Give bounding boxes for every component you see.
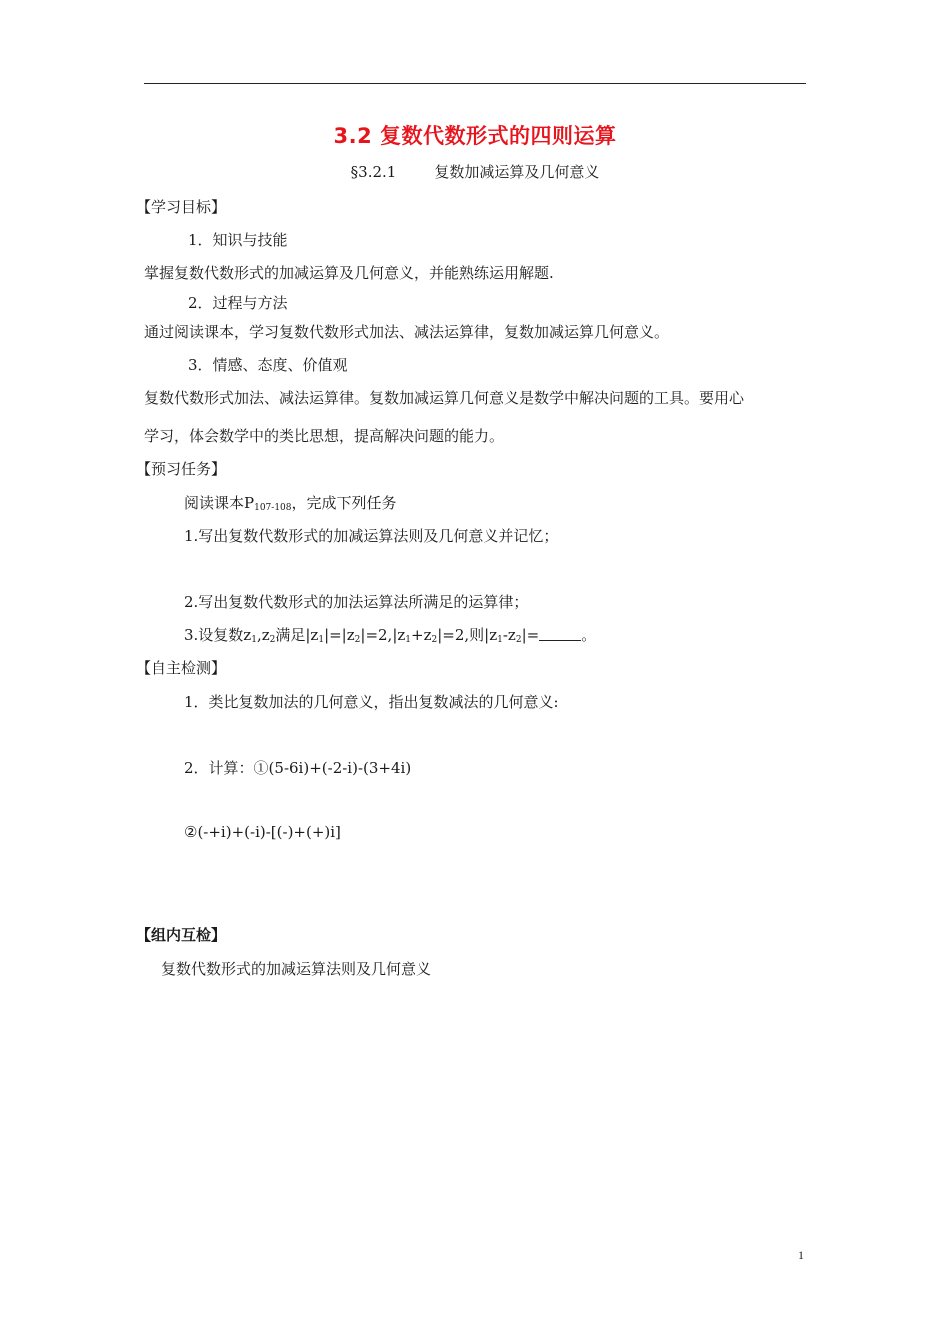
preview-heading: 【预习任务】: [136, 460, 227, 478]
group-check-text: 复数代数形式的加减运算法则及几何意义: [161, 960, 432, 978]
section-subtitle: [0, 161, 950, 182]
goal-2-label: 2．过程与方法: [188, 294, 288, 312]
reading-prefix: 阅读课本P: [184, 494, 255, 512]
reading-pages: 107-108: [254, 503, 292, 513]
page-title: 3.2 复数代数形式的四则运算: [333, 124, 617, 148]
self-check-q1: 1．类比复数加法的几何意义，指出复数减法的几何意义:: [184, 693, 559, 711]
goal-3-text-line1: 复数代数形式加法、减法运算律。复数加减运算几何意义是数学中解决问题的工具。要用心: [144, 389, 745, 407]
answer-blank: [539, 628, 581, 641]
group-check-heading: 【组内互检】: [136, 926, 227, 944]
self-check-q2b: ②(-+i)+(-i)-[(-)+(+)i]: [184, 823, 341, 841]
preview-task-2: 2.写出复数代数形式的加法运算法所满足的运算律；: [184, 593, 529, 611]
goal-2-text: 通过阅读课本，学习复数代数形式加法、减法运算律，复数加减运算几何意义。: [144, 323, 670, 341]
preview-task-3: 3.设复数$z_1,z_2$满足$|z_1|=|z_2|=2,|z_1+z_2|=2$,则$|z_1-z_2|=$ 。: [184, 626, 597, 645]
section-name: 复数加减运算及几何意义: [434, 163, 600, 181]
section-number: §3.2.1: [350, 163, 397, 181]
self-check-q2: 2．计算：①(5-6i)+(-2-i)-(3+4i): [184, 759, 412, 777]
goal-1-label: 1．知识与技能: [188, 231, 288, 249]
preview-task-1: 1.写出复数代数形式的加减运算法则及几何意义并记忆；: [184, 527, 559, 545]
self-check-heading: 【自主检测】: [136, 659, 227, 677]
reading-suffix: ，完成下列任务: [291, 494, 397, 512]
goals-heading: 【学习目标】: [136, 198, 227, 216]
goal-1-text: 掌握复数代数形式的加减运算及几何意义，并能熟练运用解题.: [144, 264, 554, 282]
header-rule: [144, 83, 806, 84]
goal-3-label: 3．情感、态度、价值观: [188, 356, 348, 374]
page-number: 1: [798, 1248, 804, 1262]
preview-reading: [184, 492, 397, 513]
goal-3-text-line2: 学习，体会数学中的类比思想，提高解决问题的能力。: [144, 427, 505, 445]
